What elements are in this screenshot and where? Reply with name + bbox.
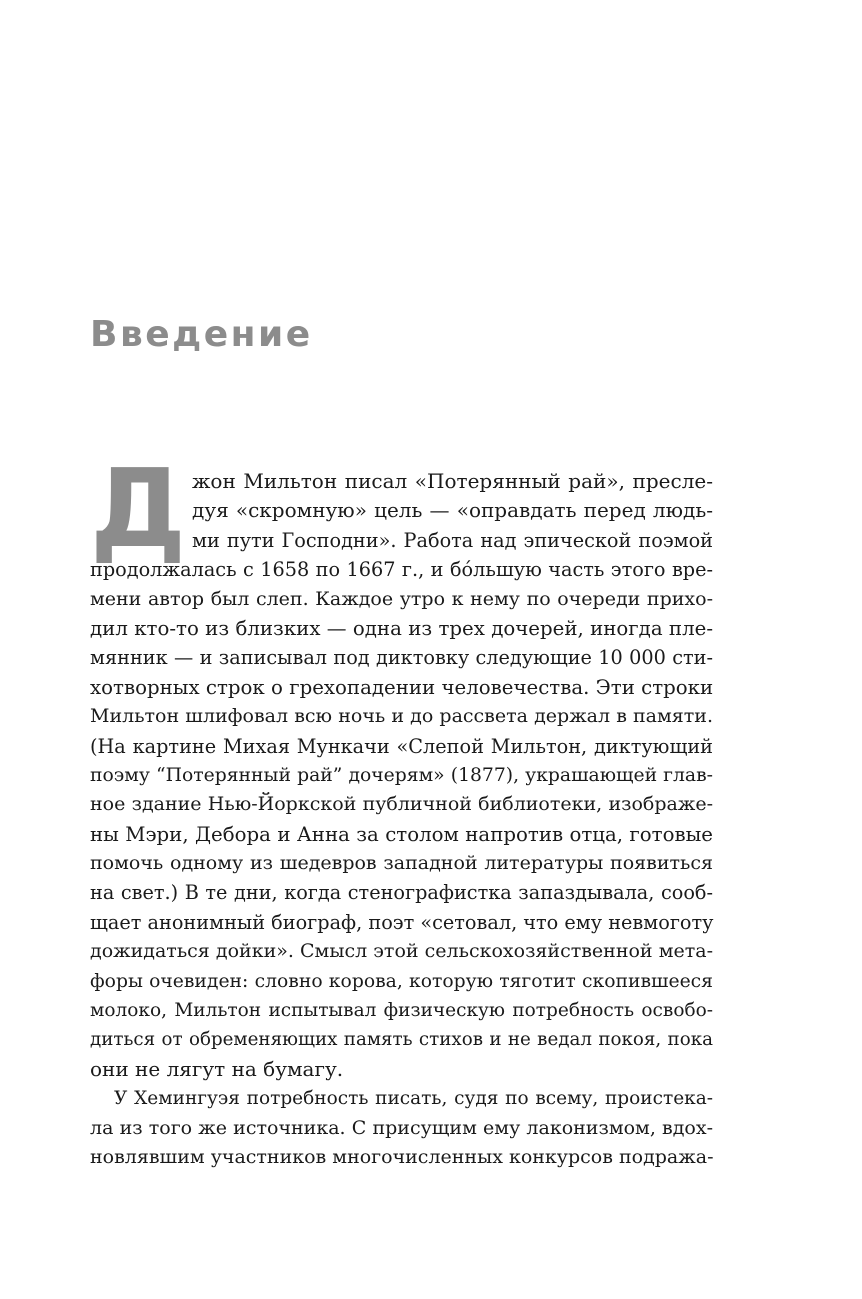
text-line: Мильтон шлифовал всю ночь и до рассвета держал в памяти. [90, 705, 713, 728]
text-line: ное здание Нью-Йоркской публичной библиотеки, изображе- [90, 793, 713, 816]
text-line: (На картине Михая Мункачи «Слепой Мильтон, диктующий [90, 734, 713, 758]
text-line: ми пути Господни». Работа над эпической поэмой [192, 528, 713, 552]
text-line: продолжалась с 1658 по 1667 г., и бóльшую часть этого вре- [90, 558, 713, 582]
text-line: У Хемингуэя потребность писать, судя по всему, проистека- [114, 1088, 713, 1110]
text-line: щает анонимный биограф, поэт «сетовал, что ему невмоготу [90, 910, 714, 934]
text-line: дожидаться дойки». Смысл этой сельскохозяйственной мета- [90, 940, 713, 963]
text-line: форы очевиден: словно корова, которую тяготит скопившееся [90, 970, 713, 992]
text-line: молоко, Мильтон испытывал физическую потребность освобо- [90, 1000, 713, 1022]
text-line: хотворных строк о грехопадении человечества. Эти строки [90, 675, 714, 699]
text-line: помочь одному из шедевров западной литературы появиться [90, 852, 713, 875]
text-line: новлявшим участников многочисленных конкурсов подража- [90, 1145, 714, 1168]
text-line: жон Мильтон писал «Потерянный рай», пресле- [192, 469, 713, 493]
text-line: дил кто-то из близких — одна из трех дочерей, иногда пле- [90, 616, 713, 640]
text-line: ны Мэри, Дебора и Анна за столом напротив отца, готовые [90, 822, 713, 846]
text-line: мени автор был слеп. Каждое утро к нему по очереди прихо- [90, 587, 713, 610]
drop-cap: Д [90, 447, 187, 572]
text-line: ла из того же источника. С присущим ему лаконизмом, вдох- [90, 1116, 713, 1139]
text-line: мянник — и записывал под диктовку следующие 10 000 сти- [90, 646, 713, 670]
text-line: диться от обременяющих память стихов и не ведал покоя, пока [90, 1029, 713, 1051]
body-text [90, 467, 713, 1172]
text-line: поэму “Потерянный рай” дочерям» (1877), украшающей глав- [90, 764, 713, 786]
text-line: на свет.) В те дни, когда стенографистка запаздывала, сооб- [90, 881, 713, 905]
text-line: они не лягут на бумагу. [90, 1056, 344, 1081]
text-line: дуя «скромную» цель — «оправдать перед людь- [192, 498, 713, 523]
chapter-title: Введение [90, 314, 313, 355]
